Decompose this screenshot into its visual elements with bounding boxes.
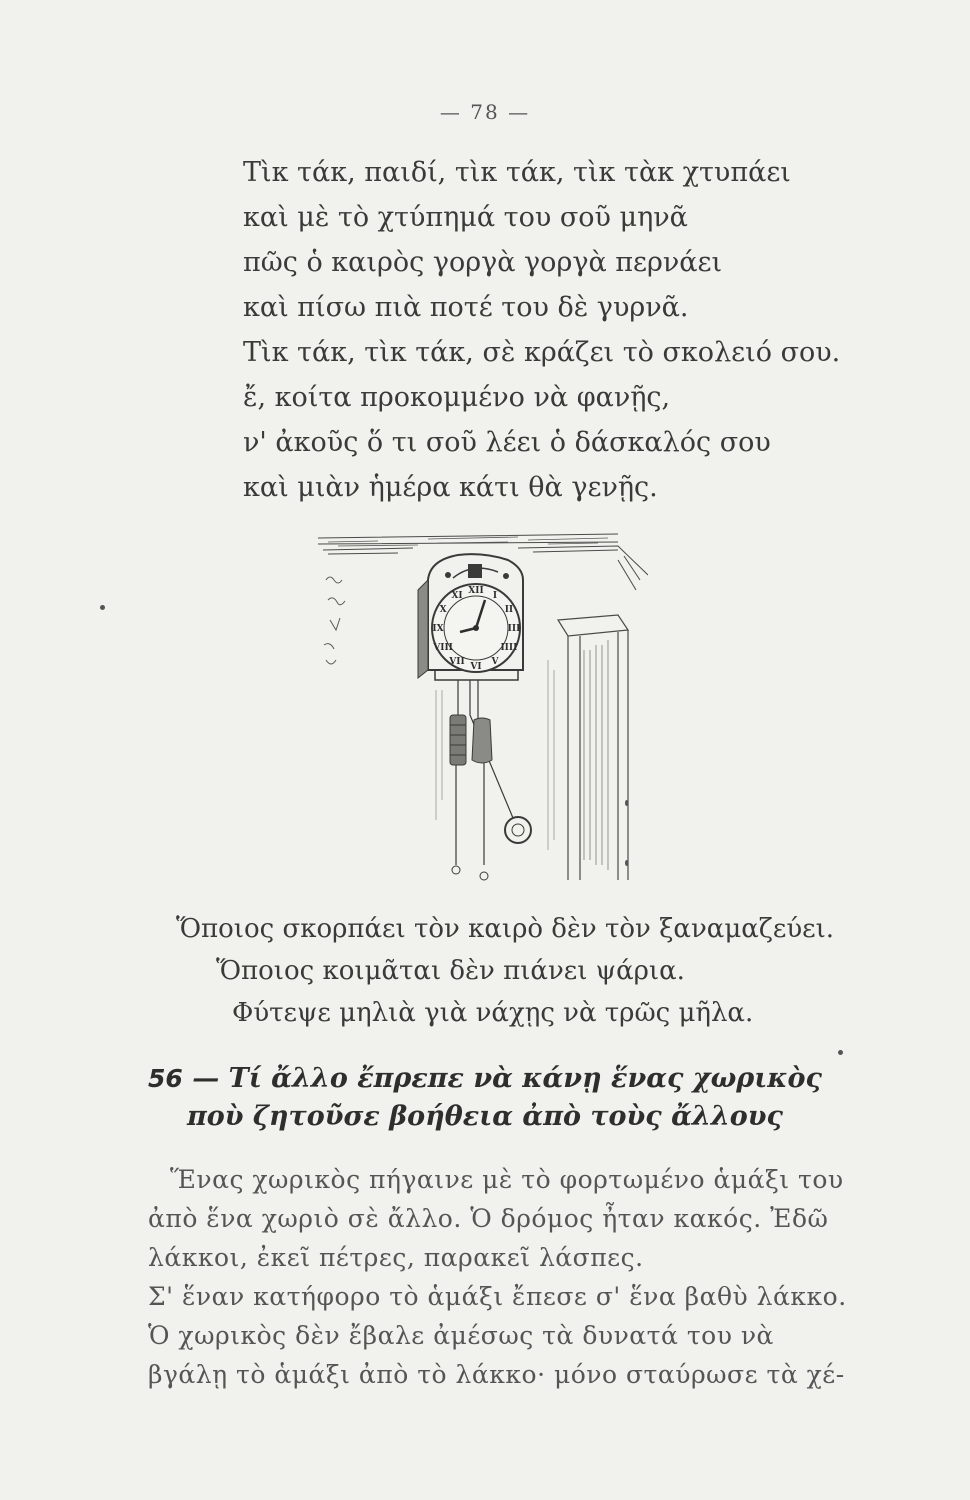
ink-speck bbox=[625, 800, 628, 806]
clock-numeral: XII bbox=[468, 586, 484, 596]
clock-numeral: VIII bbox=[433, 643, 453, 653]
clock-weight-right bbox=[472, 718, 492, 763]
proverb-line: Ὅποιος κοιμᾶται δὲν πιάνει ψάρια. bbox=[216, 956, 685, 986]
clock-numeral: IIII bbox=[500, 643, 518, 653]
section-number: 56 bbox=[148, 1064, 183, 1093]
clock-numeral: III bbox=[507, 624, 521, 634]
section-title-line-1: Τί ἄλλο ἔπρεπε νὰ κάνῃ ἕνας χωρικὸς bbox=[228, 1063, 822, 1094]
story-line: Ἕνας χωρικὸς πήγαινε μὲ τὸ φορτωμένο ἁμάξι του bbox=[170, 1165, 844, 1194]
clock-numeral: VII bbox=[449, 656, 465, 667]
section-heading bbox=[0, 1060, 970, 1136]
page-number: — 78 — bbox=[439, 100, 531, 124]
ink-speck bbox=[838, 1050, 843, 1055]
poem-line: Τὶκ τάκ, τὶκ τάκ, σὲ κράζει τὸ σκολειό σου. bbox=[243, 337, 841, 368]
clock-weight-left bbox=[450, 715, 466, 765]
poem-stanza-1 bbox=[243, 150, 791, 330]
story-line: ἀπὸ ἕνα χωριὸ σὲ ἄλλο. Ὁ δρόμος ἦταν κακός. Ἐδῶ bbox=[148, 1204, 829, 1233]
clock-numeral: X bbox=[439, 605, 447, 615]
proverb-line: Φύτεψε μηλιὰ γιὰ νάχῃς νὰ τρῶς μῆλα. bbox=[232, 998, 754, 1028]
ink-speck bbox=[625, 860, 628, 866]
ink-speck bbox=[100, 605, 105, 610]
proverbs-block bbox=[0, 908, 970, 1034]
pendulum bbox=[505, 817, 531, 843]
proverb-line: Ὅποιος σκορπάει τὸν καιρὸ δὲν τὸν ξαναμαζεύει. bbox=[176, 914, 835, 944]
clock-numeral: XI bbox=[451, 591, 463, 602]
clock-numeral: V bbox=[491, 656, 499, 667]
story-line: βγάλῃ τὸ ἁμάξι ἀπὸ τὸ λάκκο· μόνο σταύρωσε τὰ χέ- bbox=[148, 1360, 845, 1389]
clock-numeral: IX bbox=[432, 624, 444, 634]
story-line: Σ' ἕναν κατήφορο τὸ ἁμάξι ἔπεσε σ' ἕνα βαθὺ λάκκο. bbox=[148, 1282, 847, 1311]
clock-numeral: VI bbox=[470, 662, 482, 672]
poem-line: ν' ἀκοῦς ὅ τι σοῦ λέει ὁ δάσκαλός σου bbox=[243, 427, 771, 458]
poem-line: καὶ πίσω πιὰ ποτέ του δὲ γυρνᾶ. bbox=[243, 292, 689, 323]
story-text bbox=[148, 1160, 848, 1394]
poem-line: Τὶκ τάκ, παιδί, τὶκ τάκ, τὶκ τὰκ χτυπάει bbox=[243, 157, 791, 188]
story-line: Ὁ χωρικὸς δὲν ἔβαλε ἀμέσως τὰ δυνατά του νὰ bbox=[148, 1321, 774, 1350]
clock-icon bbox=[418, 554, 523, 680]
section-title-line-2: ποὺ ζητοῦσε βοήθεια ἀπὸ τοὺς ἄλλους bbox=[187, 1101, 783, 1132]
poem-line: καὶ μὲ τὸ χτύπημά του σοῦ μηνᾶ bbox=[243, 202, 688, 233]
wall-clock-illustration bbox=[318, 520, 648, 900]
section-dash: — bbox=[192, 1063, 220, 1094]
story-line: λάκκοι, ἐκεῖ πέτρες, παρακεῖ λάσπες. bbox=[148, 1243, 644, 1272]
poem-line: ἔ, κοίτα προκομμένο νὰ φανῇς, bbox=[243, 382, 671, 413]
poem-stanza-2 bbox=[243, 330, 840, 510]
clock-numeral: II bbox=[504, 605, 514, 615]
clock-numeral: I bbox=[492, 591, 498, 602]
poem-line: καὶ μιὰν ἡμέρα κάτι θὰ γενῇς. bbox=[243, 472, 658, 503]
poem-line: πῶς ὁ καιρὸς γοργὰ γοργὰ περνάει bbox=[243, 247, 723, 278]
